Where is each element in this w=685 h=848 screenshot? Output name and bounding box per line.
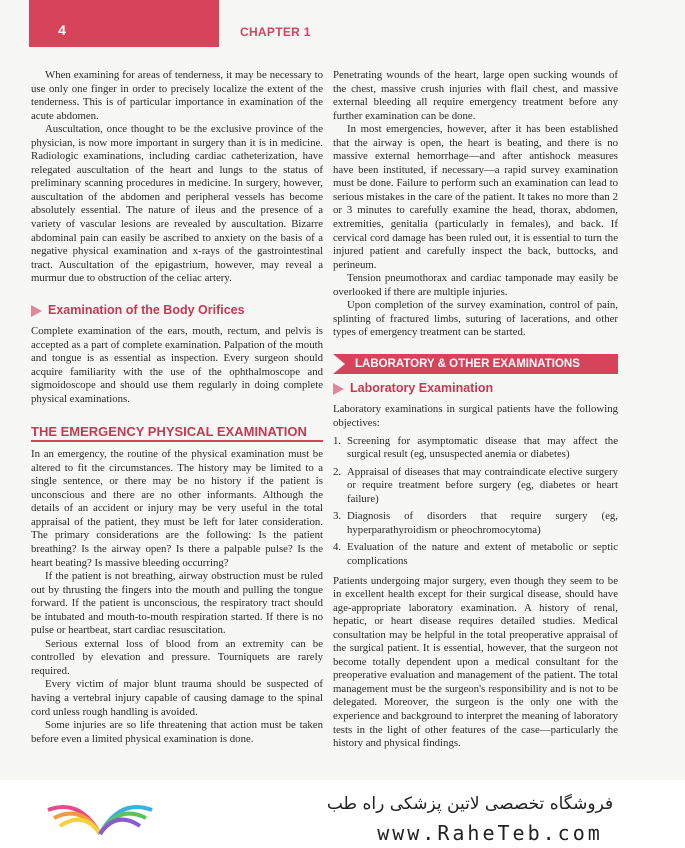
right-column bbox=[333, 69, 618, 751]
paragraph: In an emergency, the routine of the physical examination must be altered to fit the circumstances. The history may be limited to a single sentence, or there may be no history if the patient is unconscious and there are no other informants. Although the details of an accident or injury may be very useful in the total appraisal of the patient, they must be left for later consideration. The primary considerations are the following: Is the patient breathing? Is the airway open? Is there a palpable pulse? Is the heart beating? Is massive bleeding occurring? bbox=[31, 448, 323, 569]
paragraph: Every victim of major blunt trauma should be suspected of having a vertebral injury capable of causing damage to the spinal cord unless rough handling is avoided. bbox=[31, 678, 323, 718]
heading-text: Laboratory Examination bbox=[350, 380, 494, 395]
paragraph: Patients undergoing major surgery, even though they seem to be in excellent health except for their surgical disease, should have age-appropriate laboratory examination. A history of renal, hepatic, or heart disease requires detailed studies. Medical consultation may be helpful in the total preoperative appraisal of the surgical patient. It is essential, however, that the surgeon not become totally dependent upon a medical consultant for the preoperative evaluation and management of the patient. The total management must be the surgeon's responsibility and is not to be delegated. Moreover, the surgeon is the only one with the experience and background to interpret the meaning of laboratory tests in the light of other features of the case—particularly the history and physical findings. bbox=[333, 574, 618, 750]
section-heading-laboratory bbox=[333, 382, 618, 396]
arrow-icon bbox=[333, 383, 344, 395]
list-number: 4. bbox=[333, 541, 342, 554]
paragraph: Upon completion of the survey examination, control of pain, splinting of fractured limbs, suturing of lacerations, and other types of emergency treatment can be started. bbox=[333, 299, 618, 339]
band-notch bbox=[333, 354, 345, 374]
list-text: Evaluation of the nature and extent of metabolic or septic complications bbox=[347, 541, 618, 567]
list-text: Screening for asymptomatic disease that may affect the surgical result (eg, unsuspected anemia or diabetes) bbox=[347, 434, 618, 461]
paragraph: When examining for areas of tenderness, it may be necessary to use only one finger in order to precisely localize the extent of the tenderness. This is of particular importance in examination of the acute abdomen. bbox=[31, 69, 323, 122]
list-text: Diagnosis of disorders that require surgery (eg, hyperparathyroidism or pheochromocytoma) bbox=[347, 510, 618, 536]
chapter-label: CHAPTER 1 bbox=[240, 25, 311, 39]
list-item bbox=[333, 510, 618, 537]
paragraph: Complete examination of the ears, mouth, rectum, and pelvis is accepted as a part of complete examination. Palpation of the mouth and tongue is as essential as inspection. Every surgeon should acquire familiarity with the use of the ophthalmoscope and sigmoidoscope and should use them regularly in doing complete physical examinations. bbox=[31, 325, 323, 406]
paragraph: Tension pneumothorax and cardiac tamponade may easily be overlooked if there are multiple injuries. bbox=[333, 272, 618, 298]
list-item bbox=[333, 466, 618, 507]
book-logo-icon bbox=[40, 790, 160, 842]
band-text: LABORATORY & OTHER EXAMINATIONS bbox=[355, 357, 580, 370]
section-heading-orifices bbox=[31, 304, 323, 318]
heading-text: Examination of the Body Orifices bbox=[48, 302, 245, 317]
section-heading-emergency: THE EMERGENCY PHYSICAL EXAMINATION bbox=[31, 425, 323, 443]
watermark-footer bbox=[0, 780, 685, 848]
list-number: 2. bbox=[333, 465, 342, 478]
paragraph: Laboratory examinations in surgical patients have the following objectives: bbox=[333, 403, 618, 430]
list-item bbox=[333, 541, 618, 568]
objectives-list bbox=[333, 435, 618, 569]
paragraph: Penetrating wounds of the heart, large open sucking wounds of the chest, massive crush injuries with flail chest, and massive external bleeding all require emergency treatment before any further examination can be done. bbox=[333, 69, 618, 122]
list-item bbox=[333, 435, 618, 462]
page-number: 4 bbox=[58, 22, 66, 38]
paragraph: Some injuries are so life threatening that action must be taken before even a limited physical examination is done. bbox=[31, 719, 323, 745]
store-name: فروشگاه تخصصی لاتین پزشکی راه طب bbox=[326, 794, 614, 814]
paragraph: If the patient is not breathing, airway obstruction must be ruled out by thrusting the fingers into the mouth and pulling the tongue forward. If the patient is unconscious, the respiratory tract should be intubated and mouth-to-mouth respiration started. If there is no pulse or heartbeat, start cardiac resuscitation. bbox=[31, 570, 323, 637]
left-column bbox=[31, 69, 323, 746]
section-band-laboratory bbox=[333, 354, 618, 374]
list-number: 1. bbox=[333, 434, 342, 447]
list-number: 3. bbox=[333, 510, 342, 523]
paragraph: Serious external loss of blood from an extremity can be controlled by elevation and pressure. Tourniquets are rarely required. bbox=[31, 637, 323, 677]
store-url[interactable]: www.RaheTeb.com bbox=[377, 821, 603, 845]
paragraph: Auscultation, once thought to be the exclusive province of the physician, is now more important in surgery than it is in medicine. Radiologic examinations, including cardiac catheterization, have relegated auscultation of the heart and lungs to the status of preliminary scanning procedures in medicine. In surgery, however, auscultation of the abdomen and peripheral vessels has become absolutely essential. The nature of ileus and the presence of a variety of vascular lesions are revealed by auscultation. Bizarre abdominal pain can easily be ascribed to anxiety on the basis of a negative physical examination and x-rays of the gastrointestinal tract. Auscultation of the epigastrium, however, may reveal a murmur due to obstruction of the celiac artery. bbox=[31, 123, 323, 285]
arrow-icon bbox=[31, 305, 42, 317]
page-number-tab bbox=[29, 0, 219, 47]
list-text: Appraisal of diseases that may contraindicate elective surgery or require treatment before surgery (eg, diabetes or heart failure) bbox=[347, 465, 618, 505]
paragraph: In most emergencies, however, after it has been established that the airway is open, the heart is beating, and there is no massive external hemorrhage—and after antishock measures have been instituted, if necessary—a rapid survey examination must be done. Failure to perform such an examination can lead to serious mistakes in the care of the patient. It takes no more than 2 or 3 minutes to carefully examine the head, thorax, abdomen, extremities, genitalia (particularly in females), and back. If cervical cord damage has been ruled out, it is essential to turn the injured patient and carefully inspect the back, buttocks, and perineum. bbox=[333, 123, 618, 271]
